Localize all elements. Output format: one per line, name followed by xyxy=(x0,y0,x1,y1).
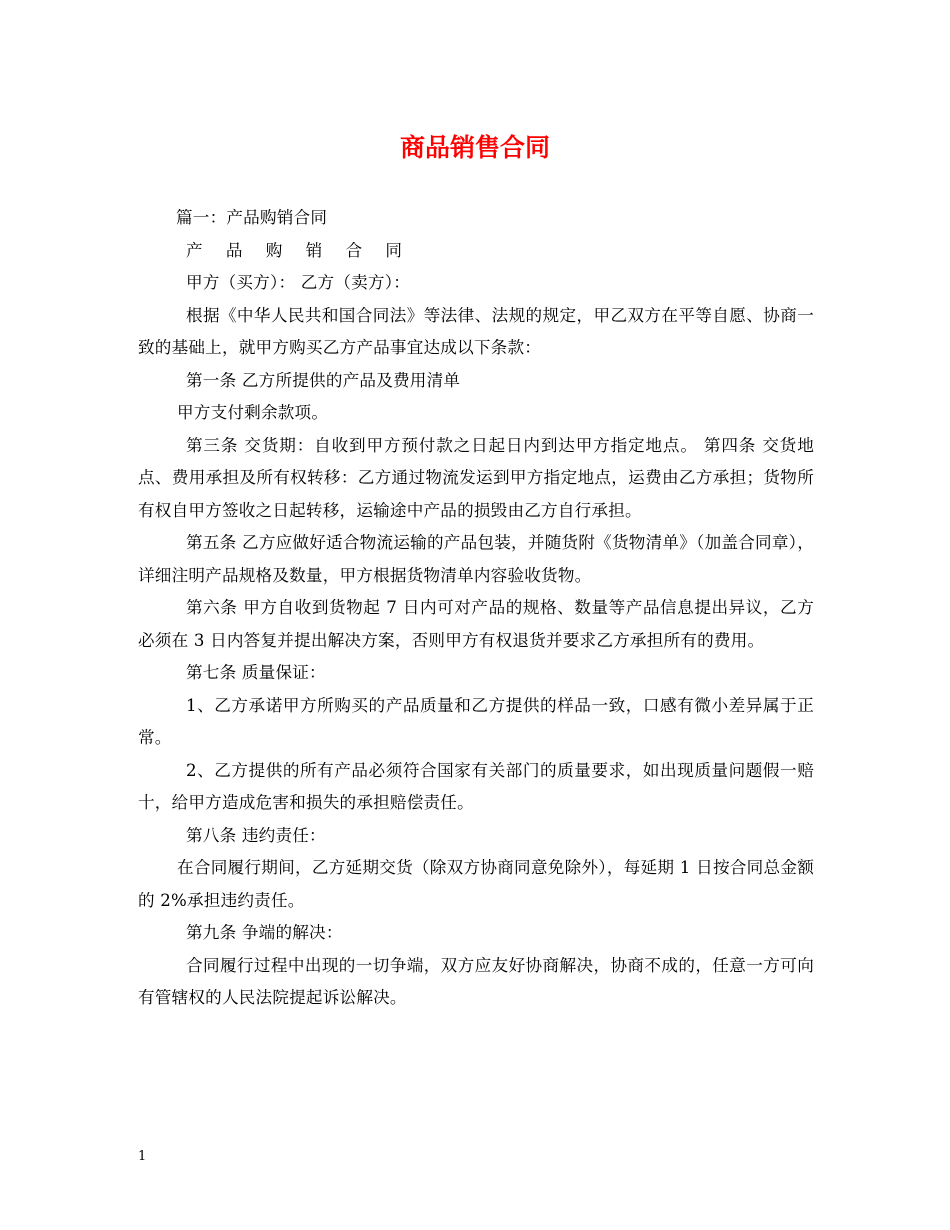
article-3-4-paragraph: 第三条 交货期：自收到甲方预付款之日起日内到达甲方指定地点。 第四条 交货地点、费用承担及所有权转移：乙方通过物流发运到甲方指定地点，运费由乙方承担；货物所有权自甲方签收之日起转移，运输途中产品的损毁由乙方自行承担。 xyxy=(138,435,814,520)
dispute-paragraph: 合同履行过程中出现的一切争端，双方应友好协商解决，协商不成的，任意一方可向有管辖权的人民法院提起诉讼解决。 xyxy=(138,955,814,1007)
article-5-paragraph: 第五条 乙方应做好适合物流运输的产品包装，并随货附《货物清单》（加盖合同章），详细注明产品规格及数量，甲方根据货物清单内容验收货物。 xyxy=(138,533,814,585)
quality-clause-1: 1、乙方承诺甲方所购买的产品质量和乙方提供的样品一致，口感有微小差异属于正常。 xyxy=(138,695,814,747)
article-9-heading: 第九条 争端的解决： xyxy=(186,923,343,942)
preamble-paragraph: 根据《中华人民共和国合同法》等法律、法规的规定，甲乙双方在平等自愿、协商一致的基础上，就甲方购买乙方产品事宜达成以下条款： xyxy=(138,305,814,357)
contract-subtitle: 产 品 购 销 合 同 xyxy=(186,240,411,260)
article-1-heading: 第一条 乙方所提供的产品及费用清单 xyxy=(186,370,461,390)
parties-line: 甲方（买方）： 乙方（卖方）： xyxy=(186,273,410,292)
quality-clause-2: 2、乙方提供的所有产品必须符合国家有关部门的质量要求，如出现质量问题假一赔十，给甲方造成危害和损失的承担赔偿责任。 xyxy=(138,760,814,812)
breach-paragraph: 在合同履行期间，乙方延期交货（除双方协商同意免除外），每延期 1 日按合同总金额的 2%承担违约责任。 xyxy=(138,858,814,910)
article-7-heading: 第七条 质量保证： xyxy=(186,663,326,682)
article-8-heading: 第八条 违约责任： xyxy=(186,825,326,845)
payment-line: 甲方支付剩余款项。 xyxy=(177,403,329,422)
article-6-paragraph: 第六条 甲方自收到货物起 7 日内可对产品的规格、数量等产品信息提出异议，乙方必须在 3 日内答复并提出解决方案，否则甲方有权退货并要求乙方承担所有的费用。 xyxy=(138,598,814,650)
document-body xyxy=(138,202,814,1015)
section-heading: 篇一：产品购销合同 xyxy=(176,208,328,227)
page-number: 1 xyxy=(138,1149,147,1164)
document-title: 商品销售合同 xyxy=(399,133,550,162)
